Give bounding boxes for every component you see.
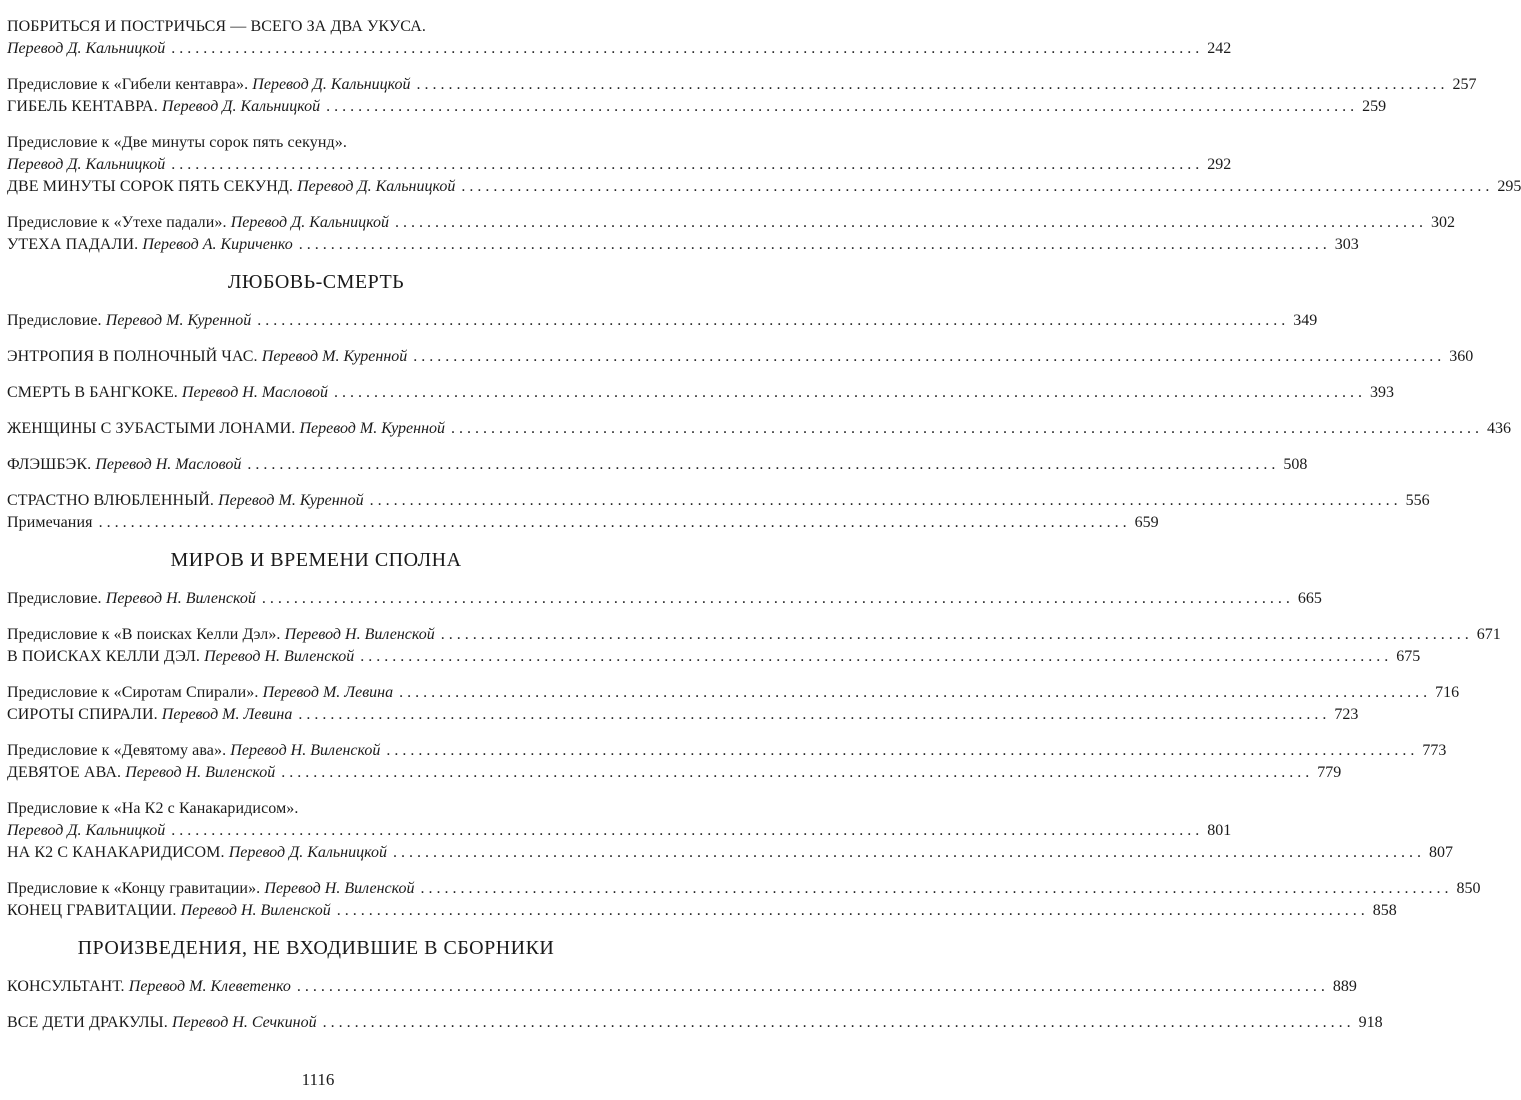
translator-credit: Перевод Н. Виленской (204, 648, 355, 665)
toc-line (7, 842, 1453, 864)
table-of-contents (7, 16, 1521, 1048)
toc-line-text (7, 310, 251, 332)
translator-credit: Перевод Н. Виленской (125, 764, 276, 781)
translator-credit: Перевод М. Левина (262, 684, 394, 701)
dot-leader (323, 1012, 1351, 1034)
toc-line (7, 346, 1474, 368)
toc-line (7, 820, 1232, 842)
entry-title: ЭНТРОПИЯ В ПОЛНОЧНЫЙ ЧАС. (7, 348, 262, 365)
dot-leader (297, 976, 1325, 998)
toc-line (7, 512, 1159, 534)
toc-entry-group (7, 1012, 1383, 1034)
page-ref: 918 (1358, 1014, 1383, 1031)
page-ref: 773 (1422, 742, 1447, 759)
entry-title: КОНЕЦ ГРАВИТАЦИИ. (7, 902, 181, 919)
toc-line (7, 646, 1421, 668)
page-ref: 801 (1207, 822, 1232, 839)
toc-line-text (7, 346, 407, 368)
toc-line-text (7, 74, 411, 96)
toc-line-text (7, 1012, 317, 1034)
dot-leader (247, 454, 1275, 476)
toc-entry-group (7, 740, 1447, 784)
toc-entry-group (7, 74, 1477, 118)
page-ref: 556 (1405, 492, 1430, 509)
toc-line (7, 212, 1455, 234)
page-ref: 257 (1452, 76, 1477, 93)
dot-leader (395, 212, 1423, 234)
entry-title: КОНСУЛЬТАНТ. (7, 978, 129, 995)
dot-leader (399, 682, 1427, 704)
entry-title: Предисловие. (7, 312, 106, 329)
entry-title: Предисловие к «В поисках Келли Дэл». (7, 626, 285, 643)
toc-line (7, 798, 625, 820)
page-ref: 259 (1362, 98, 1387, 115)
page-ref: 393 (1369, 384, 1394, 401)
page-ref: 858 (1372, 902, 1397, 919)
toc-line-text (7, 900, 331, 922)
toc-line (7, 588, 1322, 610)
dot-leader (171, 38, 1199, 60)
dot-leader (420, 878, 1448, 900)
dot-leader (281, 762, 1309, 784)
toc-entry-group (7, 624, 1501, 668)
page-ref: 671 (1476, 626, 1501, 643)
dot-leader (171, 154, 1199, 176)
page-number: 1116 (301, 1070, 335, 1089)
dot-leader (257, 310, 1285, 332)
translator-credit: Перевод Д. Кальницкой (228, 844, 387, 861)
section-entries (7, 976, 1383, 1034)
page-ref: 292 (1207, 156, 1232, 173)
translator-credit: Перевод М. Клеветенко (128, 978, 291, 995)
dot-leader (299, 234, 1327, 256)
toc-line (7, 976, 1357, 998)
toc-line-text (7, 454, 241, 476)
page-ref: 242 (1207, 40, 1232, 57)
translator-credit: Перевод Н. Масловой (95, 456, 242, 473)
toc-line-text (7, 588, 256, 610)
dot-leader (441, 624, 1469, 646)
toc-line (7, 382, 1394, 404)
dot-leader (393, 842, 1421, 864)
entry-title: Предисловие. (7, 590, 106, 607)
toc-entry-group (7, 16, 1232, 60)
toc-line (7, 624, 1501, 646)
toc-top-block (7, 16, 1521, 256)
toc-line-text (7, 704, 292, 726)
dot-leader (386, 740, 1414, 762)
entry-title: Предисловие к «Девятому ава». (7, 742, 231, 759)
toc-line-text (7, 132, 347, 154)
entry-title: Предисловие к «Гибели кентавра». (7, 76, 253, 93)
translator-credit: Перевод Д. Кальницкой (7, 40, 166, 57)
toc-line-text (7, 96, 320, 118)
section-heading: ПРОИЗВЕДЕНИЯ, НЕ ВХОДИВШИЕ В СБОРНИКИ (77, 937, 555, 959)
page-ref: 723 (1334, 706, 1359, 723)
dot-leader (326, 96, 1354, 118)
toc-line (7, 132, 625, 154)
toc-entry-group (7, 490, 1430, 534)
translator-credit: Перевод Д. Кальницкой (7, 156, 166, 173)
toc-entry-group (7, 310, 1318, 332)
page-ref: 665 (1297, 590, 1322, 607)
toc-section-uncollected (7, 936, 1383, 1034)
toc-line (7, 704, 1359, 726)
entry-title: Примечания (7, 514, 93, 531)
toc-entry-group (7, 798, 1453, 864)
section-entries (7, 310, 1512, 534)
translator-credit: Перевод Д. Кальницкой (161, 98, 321, 115)
toc-line-text (7, 234, 293, 256)
toc-line (7, 740, 1447, 762)
dot-leader (417, 74, 1445, 96)
toc-line-text (7, 418, 445, 440)
translator-credit: Перевод Д. Кальницкой (7, 822, 166, 839)
toc-line-text (7, 212, 389, 234)
toc-line-text (7, 976, 291, 998)
dot-leader (171, 820, 1199, 842)
entry-title: ФЛЭШБЭК. (7, 456, 96, 473)
page-ref: 295 (1497, 178, 1521, 195)
toc-line (7, 96, 1387, 118)
translator-credit: Перевод Н. Масловой (181, 384, 328, 401)
toc-line (7, 682, 1460, 704)
toc-line-text (7, 176, 455, 198)
toc-section-love-death (7, 270, 1512, 534)
translator-credit: Перевод М. Куренной (299, 420, 446, 437)
page-ref: 807 (1428, 844, 1453, 861)
section-heading: МИРОВ И ВРЕМЕНИ СПОЛНА (170, 549, 462, 571)
toc-entry-group (7, 418, 1512, 440)
toc-line-text (7, 38, 165, 60)
dot-leader (413, 346, 1441, 368)
entry-title: НА К2 С КАНАКАРИДИСОМ. (7, 844, 229, 861)
toc-line (7, 16, 625, 38)
dot-leader (360, 646, 1388, 668)
toc-line (7, 878, 1481, 900)
dot-leader (337, 900, 1365, 922)
translator-credit: Перевод М. Куренной (261, 348, 408, 365)
dot-leader (298, 704, 1326, 726)
page-ref: 716 (1435, 684, 1460, 701)
dot-leader (461, 176, 1489, 198)
page-ref: 349 (1293, 312, 1318, 329)
dot-leader (262, 588, 1290, 610)
toc-entry-group (7, 454, 1308, 476)
toc-line (7, 74, 1477, 96)
entry-title: ВСЕ ДЕТИ ДРАКУЛЫ. (7, 1014, 172, 1031)
toc-line-text (7, 624, 435, 646)
dot-leader (370, 490, 1398, 512)
toc-line (7, 418, 1512, 440)
toc-line-text (7, 382, 328, 404)
translator-credit: Перевод Д. Кальницкой (252, 76, 411, 93)
entry-title: СИРОТЫ СПИРАЛИ. (7, 706, 162, 723)
toc-section-worlds (7, 548, 1501, 922)
translator-credit: Перевод Н. Сечкиной (171, 1014, 317, 1031)
page-ref: 302 (1430, 214, 1455, 231)
toc-entry-group (7, 132, 1521, 198)
translator-credit: Перевод Н. Виленской (105, 590, 256, 607)
toc-entry-group (7, 346, 1474, 368)
page-ref: 360 (1449, 348, 1474, 365)
page-ref: 436 (1487, 420, 1512, 437)
page-ref: 659 (1134, 514, 1159, 531)
entry-title: ДЕВЯТОЕ АВА. (7, 764, 126, 781)
entry-title: Предисловие к «Утехе падали». (7, 214, 231, 231)
entry-title: Предисловие к «Две минуты сорок пять секунд». (7, 134, 347, 151)
page-ref: 850 (1456, 880, 1481, 897)
entry-title: СТРАСТНО ВЛЮБЛЕННЫЙ. (7, 492, 219, 509)
translator-credit: Перевод Д. Кальницкой (297, 178, 456, 195)
translator-credit: Перевод Д. Кальницкой (230, 214, 389, 231)
translator-credit: Перевод Н. Виленской (264, 880, 415, 897)
entry-title: СМЕРТЬ В БАНГКОКЕ. (7, 384, 182, 401)
page-ref: 508 (1283, 456, 1308, 473)
toc-line-text (7, 820, 165, 842)
toc-entry-group (7, 588, 1322, 610)
translator-credit: Перевод Н. Виленской (230, 742, 381, 759)
toc-line (7, 454, 1308, 476)
page-ref: 675 (1396, 648, 1421, 665)
toc-line-text (7, 646, 354, 668)
toc-line (7, 310, 1318, 332)
toc-line-text (7, 842, 387, 864)
toc-line (7, 1012, 1383, 1034)
translator-credit: Перевод М. Куренной (105, 312, 252, 329)
toc-line-text (7, 682, 393, 704)
entry-title: ДВЕ МИНУТЫ СОРОК ПЯТЬ СЕКУНД. (7, 178, 298, 195)
toc-line-text (7, 798, 299, 820)
toc-line (7, 38, 1232, 60)
toc-line-text (7, 740, 380, 762)
toc-line-text (7, 16, 426, 38)
page-ref: 303 (1334, 236, 1359, 253)
dot-leader (451, 418, 1479, 440)
entry-title: Предисловие к «Сиротам Спирали». (7, 684, 263, 701)
entry-title: УТЕХА ПАДАЛИ. (7, 236, 143, 253)
toc-entry-group (7, 878, 1481, 922)
entry-title: Предисловие к «Концу гравитации». (7, 880, 265, 897)
toc-entry-group (7, 382, 1394, 404)
toc-entry-group (7, 976, 1357, 998)
toc-entry-group (7, 212, 1455, 256)
entry-title: ЖЕНЩИНЫ С ЗУБАСТЫМИ ЛОНАМИ. (7, 420, 300, 437)
toc-line-text (7, 878, 414, 900)
translator-credit: Перевод М. Куренной (218, 492, 364, 509)
toc-line (7, 900, 1397, 922)
entry-title: Предисловие к «На К2 с Канакаридисом». (7, 800, 299, 817)
section-heading: ЛЮБОВЬ-СМЕРТЬ (227, 271, 405, 293)
entry-title: В ПОИСКАХ КЕЛЛИ ДЭЛ. (7, 648, 205, 665)
dot-leader (99, 512, 1127, 534)
toc-line (7, 234, 1359, 256)
toc-line-text (7, 512, 93, 534)
toc-line-text (7, 762, 275, 784)
toc-line-text (7, 154, 165, 176)
section-entries (7, 588, 1501, 922)
page-ref: 889 (1332, 978, 1357, 995)
translator-credit: Перевод М. Левина (161, 706, 293, 723)
dot-leader (334, 382, 1362, 404)
toc-line (7, 176, 1521, 198)
translator-credit: Перевод А. Кириченко (142, 236, 293, 253)
toc-line (7, 154, 1232, 176)
toc-line-text (7, 490, 364, 512)
entry-title: ГИБЕЛЬ КЕНТАВРА. (7, 98, 162, 115)
toc-line (7, 762, 1342, 784)
toc-line (7, 490, 1430, 512)
translator-credit: Перевод Н. Виленской (284, 626, 435, 643)
page-ref: 779 (1317, 764, 1342, 781)
translator-credit: Перевод Н. Виленской (180, 902, 331, 919)
entry-title: ПОБРИТЬСЯ И ПОСТРИЧЬСЯ — ВСЕГО ЗА ДВА УКУСА. (7, 18, 427, 35)
toc-entry-group (7, 682, 1460, 726)
